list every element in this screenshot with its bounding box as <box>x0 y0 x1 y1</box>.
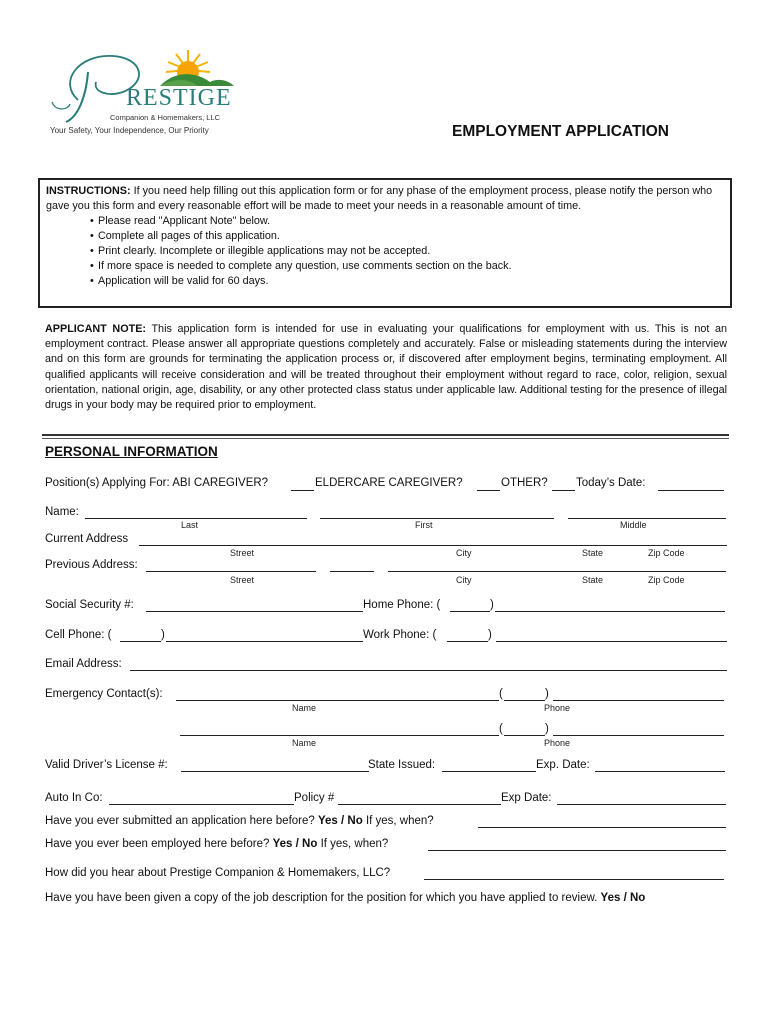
state-issued-label: State Issued: <box>368 759 436 771</box>
middle-name-field[interactable] <box>568 518 726 519</box>
home-area-code-field[interactable] <box>450 611 490 612</box>
paren-close: ) <box>161 629 165 641</box>
page-title: EMPLOYMENT APPLICATION <box>452 123 669 140</box>
policy-label: Policy # <box>294 792 335 804</box>
previous-street-field[interactable] <box>146 571 316 572</box>
emergency-contact-label: Emergency Contact(s): <box>45 688 163 700</box>
first-name-field[interactable] <box>320 518 554 519</box>
submitted-before-label <box>45 815 434 827</box>
paren-close: ) <box>488 629 492 641</box>
city-caption: City <box>456 548 472 558</box>
emergency-area-code-1[interactable] <box>504 700 545 701</box>
cell-phone-label: Cell Phone: ( <box>45 629 112 641</box>
instruction-item: • Print clearly. Incomplete or illegible applications may not be accepted. <box>46 244 724 259</box>
email-field[interactable] <box>130 670 727 671</box>
yes-no-choice[interactable]: Yes / No <box>317 815 363 827</box>
applicant-note <box>45 322 727 413</box>
state-issued-field[interactable] <box>442 771 536 772</box>
employed-before-label <box>45 838 388 850</box>
name-label: Name: <box>45 506 79 518</box>
work-phone-label: Work Phone: ( <box>363 629 437 641</box>
other-label: OTHER? <box>501 477 548 489</box>
logo-name: RESTIGE <box>126 85 232 111</box>
auto-insurance-field[interactable] <box>109 804 294 805</box>
instruction-item: • Complete all pages of this application. <box>46 229 724 244</box>
applicant-note-text: This application form is intended for use in evaluating your qualifications for employment with us. This is not an employment contract. Please answer all appropriate questions completely and accurately. False or misleading statements during the interview and on this form are grounds for terminating the application process or, if discovered after employment begins, terminating employment. All qualified applicants will receive consideration and will be treated throughout their employment without regard to race, color, religion, sexual orientation, national origin, age, disability, or any other protected class status under applicable law. Additional testing for the presence of illegal drugs in your body may be required prior to employment. <box>45 323 727 412</box>
emergency-area-code-2[interactable] <box>504 735 545 736</box>
yes-no-choice[interactable]: Yes / No <box>272 838 318 850</box>
previous-unit-field[interactable] <box>330 571 374 572</box>
exp-date-label: Exp. Date: <box>536 759 590 771</box>
work-area-code-field[interactable] <box>447 641 488 642</box>
ec-name-caption: Name <box>292 703 317 713</box>
instruction-item: • Application will be valid for 60 days. <box>46 274 724 289</box>
zip-caption: Zip Code <box>648 548 685 558</box>
instructions-label: INSTRUCTIONS: <box>46 185 131 197</box>
paren-close: ) <box>545 688 549 700</box>
if-yes-label: If yes, when? <box>365 815 434 827</box>
instructions-text: If you need help filling out this application form or for any phase of the employment process, please notify the person who gave you this form and every reasonable effort will be made to meet your needs in a reasonable amount of time. <box>46 185 713 212</box>
employed-when-field[interactable] <box>428 850 726 851</box>
logo-subtitle: Companion & Homemakers, LLC <box>110 113 221 122</box>
eldercare-label: ELDERCARE CAREGIVER? <box>315 477 463 489</box>
state-caption: State <box>582 575 604 585</box>
todays-date-label: Today’s Date: <box>576 477 646 489</box>
submitted-when-field[interactable] <box>478 827 726 828</box>
email-label: Email Address: <box>45 658 122 670</box>
emergency-phone-field-1[interactable] <box>553 700 724 701</box>
if-yes-label: If yes, when? <box>320 838 389 850</box>
cell-area-code-field[interactable] <box>120 641 161 642</box>
applicant-note-label: APPLICANT NOTE: <box>45 323 147 335</box>
cell-phone-field[interactable] <box>166 641 363 642</box>
state-caption: State <box>582 548 604 558</box>
job-description-question: Have you have been given a copy of the job description for the position for which you have applied to review. <box>45 892 598 904</box>
employed-before-question: Have you ever been employed here before? <box>45 838 270 850</box>
section-divider <box>42 438 729 439</box>
yes-no-choice[interactable]: Yes / No <box>600 892 646 904</box>
previous-address-label: Previous Address: <box>45 559 138 571</box>
instructions-list <box>46 214 724 289</box>
abi-caregiver-field[interactable] <box>291 490 314 491</box>
current-address-label: Current Address <box>45 533 129 545</box>
emergency-name-field-1[interactable] <box>176 700 499 701</box>
ssn-field[interactable] <box>146 611 363 612</box>
exp-date-field[interactable] <box>595 771 725 772</box>
auto-insurance-label: Auto In Co: <box>45 792 103 804</box>
paren-open: ( <box>499 688 503 700</box>
hear-about-label: How did you hear about Prestige Companion & Homemakers, LLC? <box>45 867 391 879</box>
work-phone-field[interactable] <box>496 641 727 642</box>
street-caption: Street <box>230 548 255 558</box>
position-label: Position(s) Applying For: ABI CAREGIVER? <box>45 477 269 489</box>
home-phone-label: Home Phone: ( <box>363 599 441 611</box>
ssn-label: Social Security #: <box>45 599 134 611</box>
paren-open: ( <box>499 723 503 735</box>
ec-name-caption: Name <box>292 738 317 748</box>
emergency-name-field-2[interactable] <box>180 735 499 736</box>
first-caption: First <box>415 520 433 530</box>
job-description-label <box>45 892 645 904</box>
current-address-field[interactable] <box>139 545 727 546</box>
exp-date-field-2[interactable] <box>557 804 726 805</box>
drivers-license-field[interactable] <box>181 771 369 772</box>
eldercare-field[interactable] <box>477 490 500 491</box>
street-caption: Street <box>230 575 255 585</box>
last-caption: Last <box>181 520 199 530</box>
home-phone-field[interactable] <box>495 611 725 612</box>
submitted-before-question: Have you ever submitted an application here before? <box>45 815 315 827</box>
ec-phone-caption: Phone <box>544 738 571 748</box>
exp-date-label-2: Exp Date: <box>501 792 552 804</box>
paren-close: ) <box>490 599 494 611</box>
company-logo <box>48 42 248 142</box>
zip-caption: Zip Code <box>648 575 685 585</box>
logo-tagline: Your Safety, Your Independence, Our Priority <box>50 126 209 135</box>
ec-phone-caption: Phone <box>544 703 571 713</box>
drivers-license-label: Valid Driver’s License #: <box>45 759 168 771</box>
other-field[interactable] <box>552 490 575 491</box>
section-title: PERSONAL INFORMATION <box>45 444 218 459</box>
last-name-field[interactable] <box>85 518 307 519</box>
todays-date-field[interactable] <box>658 490 724 491</box>
previous-city-state-zip-field[interactable] <box>388 571 726 572</box>
hear-about-field[interactable] <box>424 879 724 880</box>
emergency-phone-field-2[interactable] <box>553 735 724 736</box>
middle-caption: Middle <box>620 520 647 530</box>
policy-field[interactable] <box>338 804 501 805</box>
paren-close: ) <box>545 723 549 735</box>
instruction-item: • Please read "Applicant Note" below. <box>46 214 724 229</box>
instructions-box <box>38 178 732 308</box>
instruction-item: • If more space is needed to complete any question, use comments section on the back. <box>46 259 724 274</box>
instructions-paragraph <box>46 184 724 214</box>
city-caption: City <box>456 575 472 585</box>
section-divider <box>42 434 729 436</box>
